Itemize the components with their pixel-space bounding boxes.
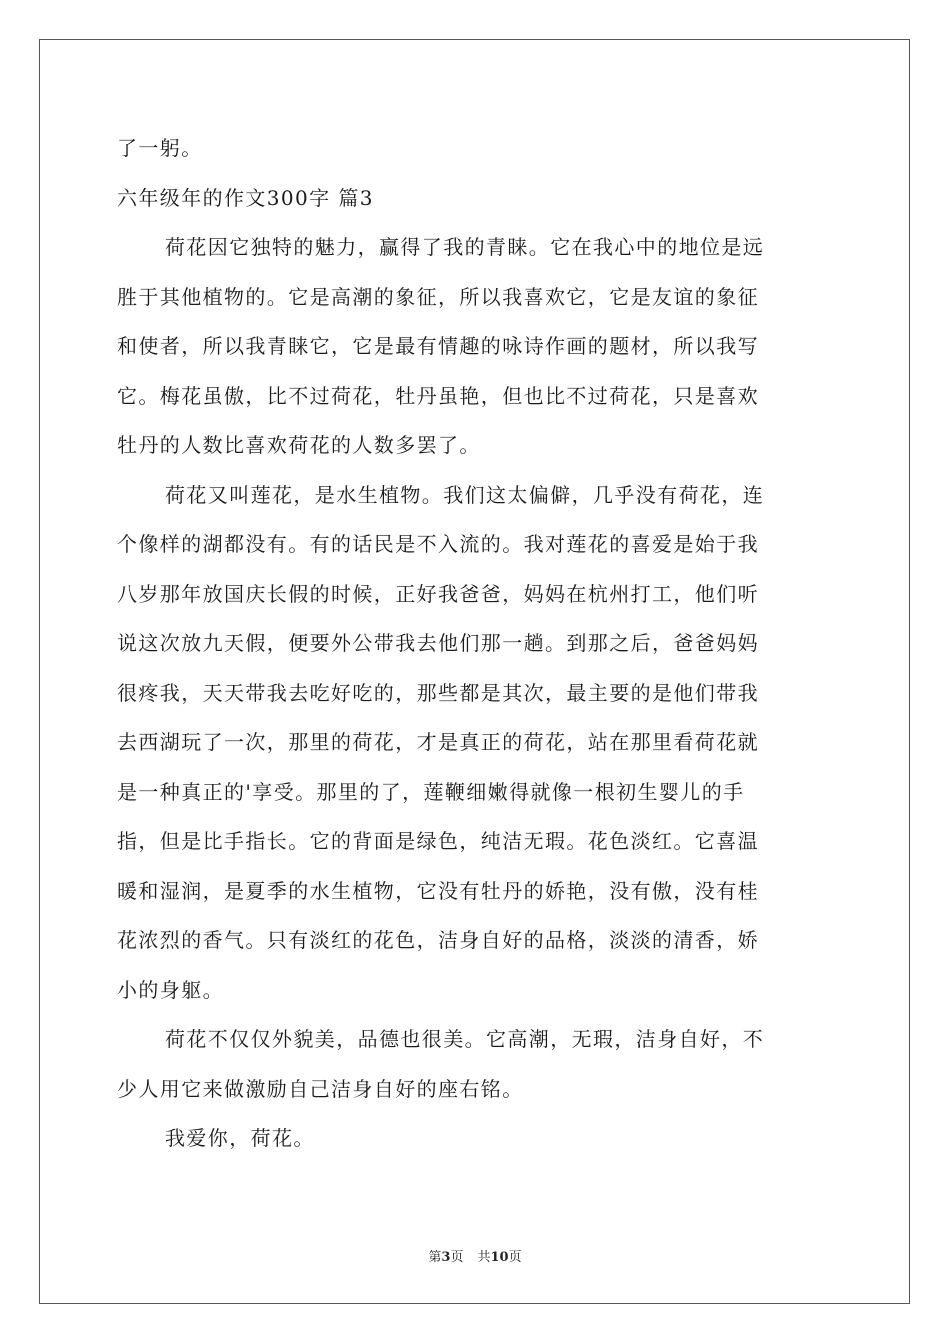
text-line: 我爱你，荷花。 <box>165 1126 315 1150</box>
footer-page-prefix: 第 <box>428 1250 442 1265</box>
text-line: 指，但是比手指长。它的背面是绿色，纯洁无瑕。花色淡红。它喜温 <box>117 829 759 853</box>
footer-page-suffix: 页 <box>450 1250 464 1265</box>
page-footer <box>0 1246 950 1265</box>
text-line: 和使者，所以我青睐它，它是最有情趣的咏诗作画的题材，所以我写 <box>117 334 759 358</box>
text-line: 花浓烈的香气。只有淡红的花色，洁身自好的品格，淡淡的清香，娇 <box>117 928 759 952</box>
footer-page-current: 3 <box>441 1250 451 1265</box>
text-line: 牡丹的人数比喜欢荷花的人数多罢了。 <box>117 433 481 457</box>
text-line: 去西湖玩了一次，那里的荷花，才是真正的荷花，站在那里看荷花就 <box>117 730 759 754</box>
text-line: 了一躬。 <box>117 136 203 160</box>
document-body <box>117 124 833 1164</box>
text-line: 荷花又叫莲花，是水生植物。我们这太偏僻，几乎没有荷花，连 <box>165 482 765 507</box>
text-line: 很疼我，天天带我去吃好吃的，那些都是其次，最主要的是他们带我 <box>117 680 759 705</box>
footer-total-suffix: 页 <box>508 1250 522 1265</box>
footer-total-prefix: 共 <box>477 1250 491 1265</box>
text-line: 个像样的湖都没有。有的话民是不入流的。我对莲花的喜爱是始于我 <box>117 532 759 556</box>
text-line: 少人用它来做激励自己洁身自好的座右铭。 <box>117 1076 524 1101</box>
text-line: 小的身躯。 <box>117 977 224 1002</box>
footer-page-total: 10 <box>490 1250 509 1265</box>
text-line: 它。梅花虽傲，比不过荷花，牡丹虽艳，但也比不过荷花，只是喜欢 <box>117 383 759 408</box>
text-line: 胜于其他植物的。它是高潮的象征，所以我喜欢它，它是友谊的象征 <box>117 284 759 309</box>
text-line: 暖和湿润，是夏季的水生植物，它没有牡丹的娇艳，没有傲，没有桂 <box>117 878 759 903</box>
text-line: 八岁那年放国庆长假的时候，正好我爸爸，妈妈在杭州打工，他们听 <box>117 581 759 606</box>
section-heading: 六年级年的作文300字 篇3 <box>117 185 374 210</box>
text-line: 荷花不仅仅外貌美，品德也很美。它高潮，无瑕，洁身自好，不 <box>165 1027 765 1051</box>
text-line: 荷花因它独特的魅力，赢得了我的青睐。它在我心中的地位是远 <box>165 235 765 259</box>
text-line: 说这次放九天假，便要外公带我去他们那一趟。到那之后，爸爸妈妈 <box>117 631 759 655</box>
text-line: 是一种真正的'享受。那里的了，莲鞭细嫩得就像一根初生婴儿的手 <box>117 779 745 804</box>
